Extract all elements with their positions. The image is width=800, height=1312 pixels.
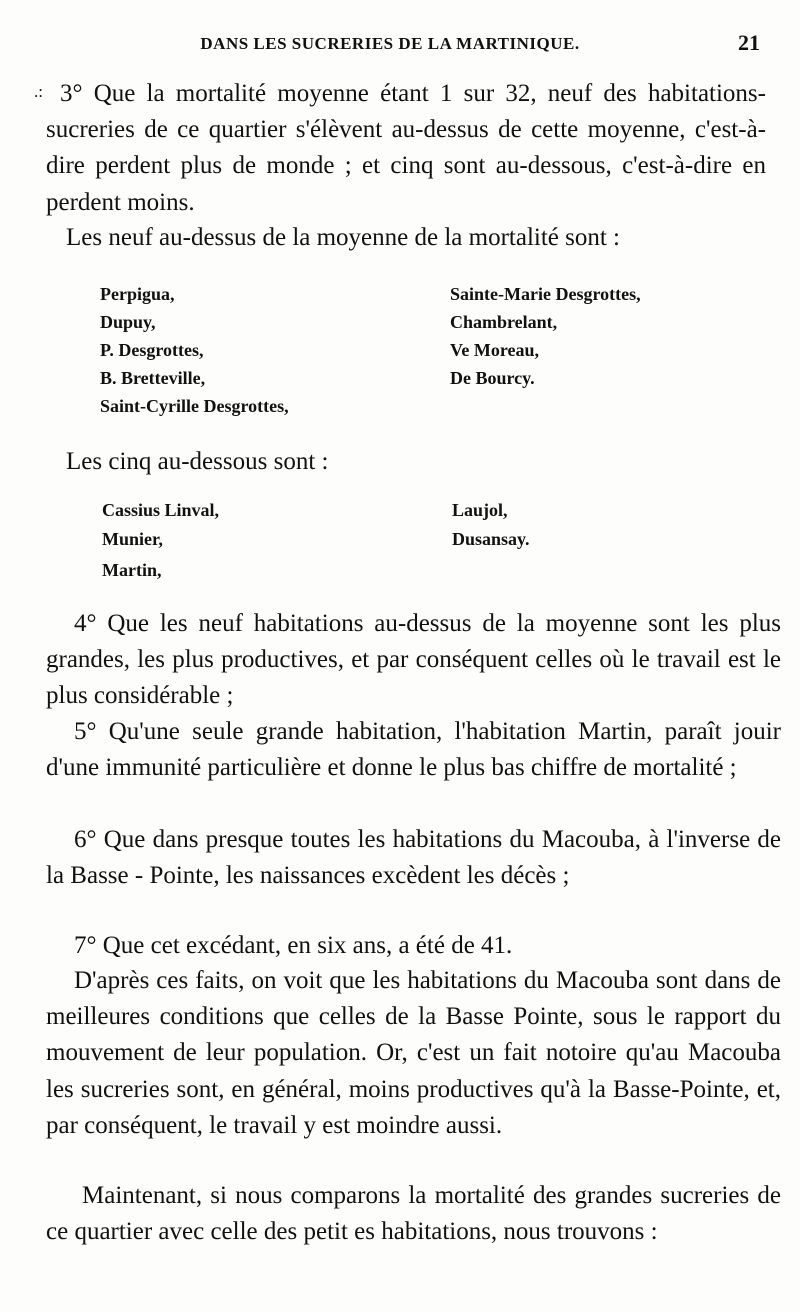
margin-mark: .: — [34, 82, 43, 101]
paragraph-item-5: 5° Qu'une seule grande habitation, l'habitation Martin, paraît jouir d'une immunité particulière et donne le plus bas chiffre de mortalité ; — [46, 718, 781, 782]
list-item: Chambrelant, — [450, 312, 558, 332]
paragraph-five-below-intro: Les cinq au-dessous sont : — [66, 448, 329, 475]
paragraph-item-3: 3° Que la mortalité moyenne étant 1 sur 32, neuf des habitations-sucreries de ce quartier s'élèvent au-dessus de cette moyenne, c'est-à-dire perdent plus de monde ; et cinq sont au-dessous, c'est-à-dire en perdent moins. — [46, 80, 766, 216]
list-item: P. Desgrottes, — [100, 340, 204, 360]
paragraph-item-4: 4° Que les neuf habitations au-dessus de la moyenne sont les plus grandes, les plus productives, et par conséquent celles où le travail est le plus considérable ; — [46, 610, 781, 710]
list-item: Dusansay. — [452, 529, 530, 549]
list-item: Munier, — [102, 529, 163, 549]
paragraph-item-6: 6° Que dans presque toutes les habitations du Macouba, à l'inverse de la Basse - Pointe, les naissances excèdent les décès ; — [46, 826, 781, 890]
list-item: Sainte-Marie Desgrottes, — [450, 284, 641, 304]
page-number: 21 — [738, 30, 760, 55]
list-item: Cassius Linval, — [102, 500, 220, 520]
paragraph-conclusion: D'après ces faits, on voit que les habitations du Macouba sont dans de meilleures conditions que celles de la Basse Pointe, sous le rapport du mouvement de leur population. Or, c'est un fait notoire qu'au Macouba les sucreries sont, en général, moins productives qu'à la Basse-Pointe, et, par conséquent, le travail y est moindre aussi. — [46, 967, 781, 1139]
list-item: Laujol, — [452, 500, 508, 520]
list-item: Dupuy, — [100, 312, 156, 332]
list-item: Ve Moreau, — [450, 340, 539, 360]
list-item: De Bourcy. — [450, 368, 535, 388]
running-title: DANS LES SUCRERIES DE LA MARTINIQUE. — [200, 34, 580, 53]
paragraph-item-7: 7° Que cet excédant, en six ans, a été de 41. — [74, 932, 513, 959]
list-item: Perpigua, — [100, 284, 175, 304]
list-item: Saint-Cyrille Desgrottes, — [100, 396, 289, 416]
paragraph-comparison: Maintenant, si nous comparons la mortalité des grandes sucreries de ce quartier avec celle des petit es habitations, nous trouvons : — [46, 1182, 781, 1246]
list-item: B. Bretteville, — [100, 368, 206, 388]
paragraph-nine-above-intro: Les neuf au-dessus de la moyenne de la mortalité sont : — [66, 224, 621, 251]
list-item: Martin, — [102, 560, 162, 580]
